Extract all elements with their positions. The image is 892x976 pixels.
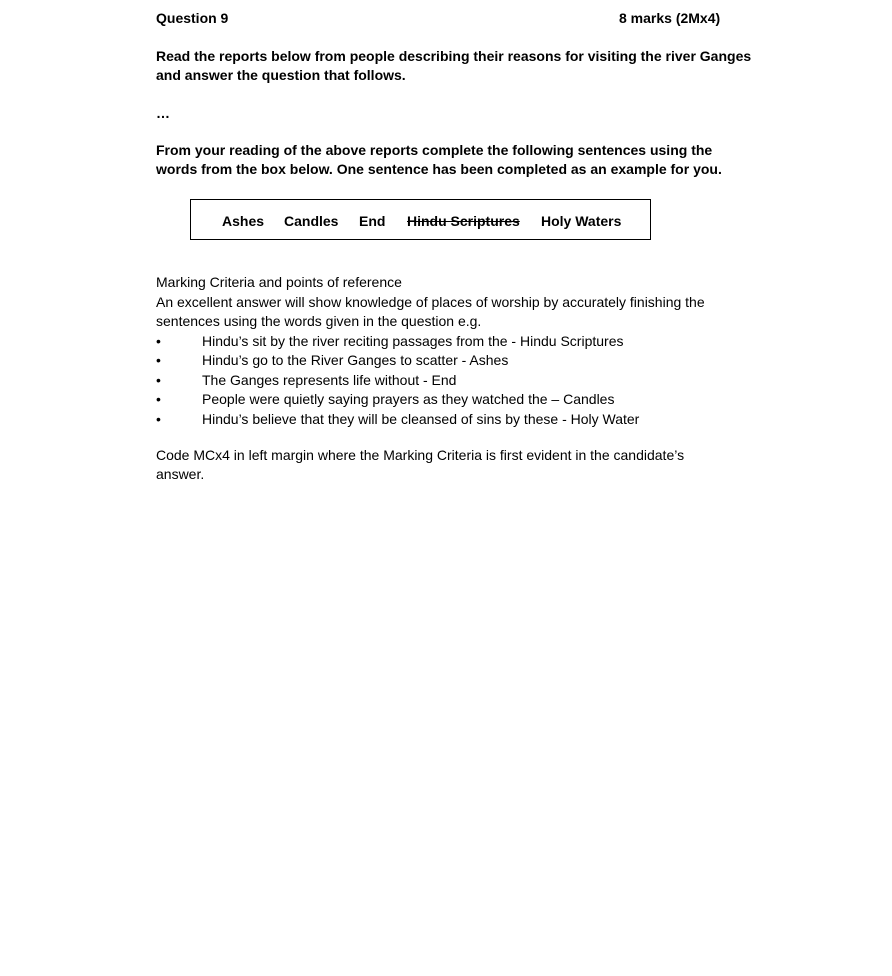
bullet-icon: •: [156, 371, 161, 388]
marking-point: [156, 410, 756, 430]
intro-instruction: Read the reports below from people describing their reasons for visiting the river Ganges and answer the question that follows.: [156, 48, 752, 83]
bullet-icon: •: [156, 352, 161, 368]
marks-label: 8 marks (2Mx4): [619, 10, 721, 26]
marking-point-text: Hindu’s believe that they will be cleansed of sins by these - Holy Water: [202, 410, 640, 427]
task-instruction: From your reading of the above reports complete the following sentences using the words from the box below. One sentence has been completed as an example for you.: [156, 142, 722, 177]
marking-criteria: [156, 273, 756, 429]
word-end: End: [359, 213, 386, 229]
marking-point-text: People were quietly saying prayers as they watched the – Candles: [202, 391, 615, 407]
marking-point: [156, 332, 756, 352]
marking-criteria-heading: Marking Criteria and points of reference: [156, 274, 402, 290]
marking-point-text: The Ganges represents life without - End: [202, 371, 457, 388]
word-candles: Candles: [284, 213, 339, 229]
marking-point-text: Hindu’s sit by the river reciting passages from the - Hindu Scriptures: [202, 332, 624, 349]
marking-criteria-description: An excellent answer will show knowledge of places of worship by accurately finishing the sentences using the words given in the question e.g.: [156, 293, 705, 329]
bullet-icon: •: [156, 410, 161, 427]
question-label: Question 9: [156, 10, 229, 26]
bullet-icon: •: [156, 332, 161, 349]
marking-point: [156, 371, 756, 391]
coding-instruction: Code MCx4 in left margin where the Marking Criteria is first evident in the candidate’s answer.: [156, 447, 685, 482]
bullet-icon: •: [156, 391, 161, 407]
marking-points-list: [156, 332, 756, 430]
word-hindu-scriptures-struck: Hindu Scriptures: [407, 213, 520, 229]
marking-point: [156, 390, 756, 410]
marking-point: [156, 351, 756, 371]
omitted-reports-ellipsis: …: [156, 105, 170, 121]
word-ashes: Ashes: [222, 213, 265, 229]
marking-point-text: Hindu’s go to the River Ganges to scatter - Ashes: [202, 352, 509, 368]
word-holy-waters: Holy Waters: [541, 213, 622, 229]
word-box: [190, 199, 651, 240]
